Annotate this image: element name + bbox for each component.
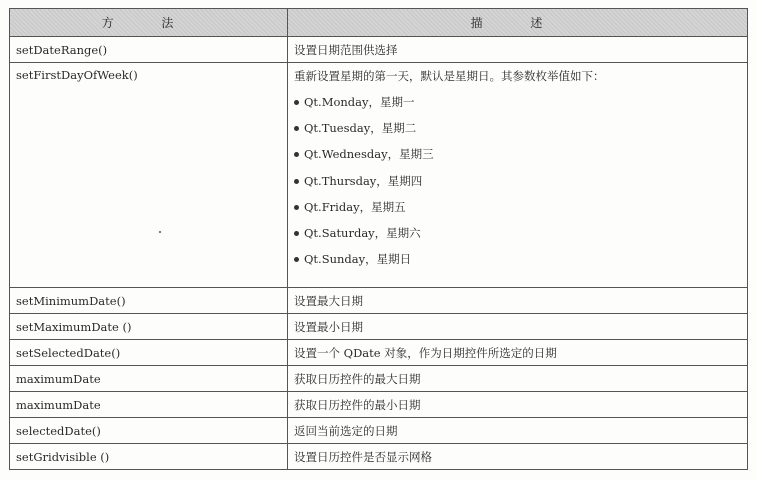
enum-value: Qt.Saturday，星期六 [304, 225, 421, 240]
description-cell: 设置日期范围供选择 [288, 37, 748, 63]
enum-value-list [294, 94, 741, 277]
table-row [10, 392, 748, 418]
list-item [294, 251, 741, 277]
description-cell: 设置最大日期 [288, 288, 748, 314]
method-cell: setMinimumDate() [10, 288, 288, 314]
enum-value: Qt.Wednesday，星期三 [304, 147, 434, 162]
list-item [294, 94, 741, 120]
description-cell [288, 63, 748, 288]
list-item [294, 225, 741, 251]
table-row [10, 314, 748, 340]
enum-value: Qt.Thursday，星期四 [304, 173, 423, 188]
bullet-icon [294, 231, 299, 236]
description-cell: 返回当前选定的日期 [288, 418, 748, 444]
description-cell: 获取日历控件的最大日期 [288, 366, 748, 392]
bullet-icon [294, 152, 299, 157]
enum-value: Qt.Friday，星期五 [304, 199, 406, 214]
table-row [10, 418, 748, 444]
method-table [9, 8, 748, 470]
header-row [10, 9, 748, 37]
enum-value: Qt.Monday，星期一 [304, 95, 415, 109]
header-description: 描 述 [288, 9, 748, 37]
table-row [10, 63, 748, 288]
bullet-icon [294, 205, 299, 210]
description-cell: 设置日历控件是否显示网格 [288, 444, 748, 470]
list-item [294, 120, 741, 146]
bullet-icon [294, 100, 299, 105]
description-text: 重新设置星期的第一天，默认是星期日。其参数枚举值如下： [294, 69, 605, 83]
list-item [294, 146, 741, 172]
scan-speck [159, 231, 161, 233]
bullet-icon [294, 126, 299, 131]
table-row [10, 340, 748, 366]
table-row [10, 444, 748, 470]
enum-value: Qt.Sunday，星期日 [304, 252, 412, 267]
header-method: 方 法 [10, 9, 288, 37]
table-row [10, 288, 748, 314]
method-cell: setMaximumDate () [10, 314, 288, 340]
bullet-icon [294, 257, 299, 262]
method-cell: selectedDate() [10, 418, 288, 444]
method-cell: maximumDate [10, 366, 288, 392]
description-cell: 设置最小日期 [288, 314, 748, 340]
method-cell: setDateRange() [10, 37, 288, 63]
method-cell: setGridvisible () [10, 444, 288, 470]
enum-value: Qt.Tuesday，星期二 [304, 121, 417, 136]
description-cell: 获取日历控件的最小日期 [288, 392, 748, 418]
table-row [10, 37, 748, 63]
table-row [10, 366, 748, 392]
list-item [294, 173, 741, 199]
list-item [294, 199, 741, 225]
method-cell: setFirstDayOfWeek() [10, 63, 288, 288]
method-cell: maximumDate [10, 392, 288, 418]
method-cell: setSelectedDate() [10, 340, 288, 366]
description-cell: 设置一个 QDate 对象，作为日期控件所选定的日期 [288, 340, 748, 366]
bullet-icon [294, 179, 299, 184]
